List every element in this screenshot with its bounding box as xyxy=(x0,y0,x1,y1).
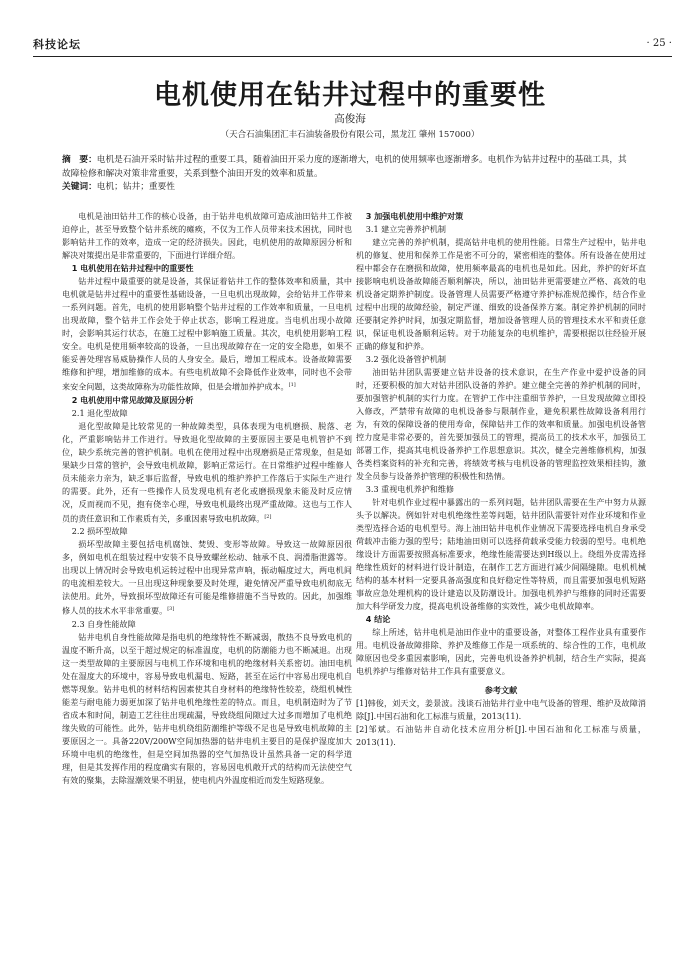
section-3-3-text: 针对电机作业过程中暴露出的一系列问题，钻井团队需要在生产中努力从源头予以解决。例如针对电机绝缘性差等问题，钻井团队需要针对作业环境和作业类型选择合适的电机型号。海上油田钻井电机作业情况下需要选择电机自身承受荷载冲击能力强的型号；陆地油田则可以选择荷载承受能力较弱的型号。电机绝缘设计方面需要按照高标准要求，绝缘性能需要达到H级以上。绕组外皮需选择绝缘性质好的材料进行设计制造，在制作工艺方面进行减少间隔缝隙。电机机械结构的基本材料一定要具备高强度和良好稳定性等特质，而且需要加强电机短路事故应急处理机构的设计建造以及防潮设计。加强电机养护与维修的同时还需要加大科学研发力度，提高电机设备维修的实效性，减少电机故障率。 xyxy=(356,497,646,611)
running-header xyxy=(33,36,672,54)
citation-3: [3] xyxy=(167,606,175,613)
section-1-text: 钻井过程中最重要的就是设备，其保证着钻井工作的整体效率和质量，其中电机就是钻井过程中的重要性基础设备，一旦电机出现故障，会给钻井工作带来一系列问题。首先，电机的使用影响整个钻井过程的工作效率和质量，一旦电机出现故障，整个钻井工作会处于停止状态，影响工程进度。当电机出现小故障时，会影响其运行状态，在施工过程中影响施工质量。其次，电机使用影响工程安全。电机是使用频率较高的设备，一旦出现故障存在一定的安全隐患，如果不能妥善处理容易威胁操作人员的人身安全。最后，增加工程成本。设备故障需要维修和护理，增加维修的成本。有些电机故障不会降低作业效率，同时也不会带来安全问题，这类故障称为功能性故障，但是会增加养护成本。[1] xyxy=(62,276,352,392)
section-4-heading: 4 结论 xyxy=(365,614,391,624)
section-2-1-heading: 2.1 退化型故障 xyxy=(71,407,128,418)
section-3-1-text: 建立完善的养护机制，提高钻井电机的使用性能。日常生产过程中，钻井电机的修复、使用和保养工作是密不可分的，紧密相连的整体。所有设备在使用过程中都会存在磨损和故障，使用频率最高的电机也是如此。因此，养护的好坏直接影响电机设备故障能否顺利解决，所以，油田钻井更需要建立严格、高效的电机设备定期养护制度。设备管理人员需要严格遵守养护标准规范操作，结合作业过程中出现的故障经验，制定严谨、细致的设备保养方案。制定养护机制的同时还要制定养护时间，加强定期监督，增加设备管理人员的管理技术水平和责任意识，保证电机设备顺利运转。对于功能复杂的电机维护，需要根据以往经验开展正确的修复和护养。 xyxy=(356,237,646,351)
right-column xyxy=(356,210,646,749)
article-title: 电机使用在钻井过程中的重要性 xyxy=(154,80,546,111)
reference-1: [1]韩俊，刘天文，姜景波。浅谈石油钻井行业中电气设备的管理、维护及故障消除[J].中国石油和化工标准与质量，2013(11). xyxy=(356,698,646,721)
section-3-2-heading: 3.2 强化设备管护机制 xyxy=(365,354,446,364)
section-2-2-heading: 2.2 损坏型故障 xyxy=(71,526,128,537)
keywords-label: 关键词： xyxy=(62,182,97,192)
keywords xyxy=(62,180,630,194)
journal-name: 科技论坛 xyxy=(33,38,81,51)
section-3-1-heading: 3.1 建立完善养护机制 xyxy=(365,224,446,234)
section-2-3-heading: 2.3 自身性能故障 xyxy=(71,619,136,630)
section-2-1-text: 退化型故障是比较常见的一种故障类型，具体表现为电机磨损、脱落、老化，严重影响钻井工作进行。导致退化型故障的主要原因主要是电机管护不到位，缺少系统完善的管护机制。电机在使用过程中出现磨损是正常现象，但是如果缺少日常的管护，会导致电机故障，影响正常运行。在日常维护过程中维修人员未能亲力亲为，缺乏事后监督，导致电机的维护养护工作落后于实际生产进行的需要。此外，还有一些操作人员发现电机有老化或磨损现象未能及时反应情况，反而视而不见，抱有侥幸心理，导致电机最终出现严重故障。这也与工作人员的责任意识和工作素质有关，多重因素导致电机故障。[2] xyxy=(62,420,352,524)
keywords-text: 电机；钻井；重要性 xyxy=(96,182,175,192)
section-3-3-heading: 3.3 重视电机养护和维修 xyxy=(365,484,455,494)
section-2-heading: 2 电机使用中常见故障及原因分析 xyxy=(71,394,194,405)
references-heading: 参考文献 xyxy=(484,685,518,695)
author: 高俊海 xyxy=(334,113,366,125)
section-4-text: 综上所述，钻井电机是油田作业中的重要设备，对整体工程作业具有重要作用。电机设备故障排除、养护及维修工作是一项系统的、综合性的工作，电机故障原因也受多重因素影响，因此，完善电机设备养护机制，结合生产实际，提高电机养护与维修对钻井工作具有重要意义。 xyxy=(356,627,646,676)
section-2-2-text: 损坏型故障主要包括电机腐蚀、焚毁、变形等故障。导致这一故障原因很多，例如电机在组装过程中安装不良导致螺丝松动、轴承不良、润滑脂泄露等。出现以上情况时会导致电机运转过程中出现异常声响，振动幅度过大，两电机间的电流相差较大。一旦出现这种现象要及时处理，避免情况严重导致电机彻底无法使用。此外，导致损坏型故障还有可能是维修措施不当导致的。因此，加强维修人员的技术水平非常重要。[3] xyxy=(62,539,352,617)
intro-paragraph: 电机是油田钻井工作的核心设备，由于钻井电机故障可造成油田钻井工作被迫停止，甚至导致整个钻井系统的瘫痪，不仅为工作人员带来技术困扰，同时也影响钻井工作的效率，造成一定的经济损失。因此，电机使用的故障原因分析和解决对策提出是非常重要的，下面进行详细介绍。 xyxy=(62,211,352,260)
citation-1: [1] xyxy=(288,382,296,388)
page-number: · 25 · xyxy=(646,38,672,49)
affiliation: （天合石油集团汇丰石油装备股份有限公司，黑龙江 肇州 157000） xyxy=(220,130,480,140)
abstract-text: 电机是石油开采时钻井过程的重要工具，随着油田开采力度的逐渐增大，电机的使用频率也逐渐增多。电机作为钻井过程中的基础工具，其故障检修和解决对策非常重要，关系到整个油田开发的效率和质量。 xyxy=(62,155,627,179)
section-1-heading: 1 电机使用在钻井过程中的重要性 xyxy=(71,263,194,273)
abstract xyxy=(62,153,630,181)
reference-2: [2]邹斌。石油钻井自动化技术应用分析[J].中国石油和化工标准与质量，2013(11). xyxy=(356,724,646,747)
left-column xyxy=(62,210,352,787)
abstract-label: 摘 要： xyxy=(62,155,97,165)
section-3-heading: 3 加强电机使用中维护对策 xyxy=(365,211,464,221)
citation-2: [2] xyxy=(264,513,272,520)
section-2-3-text: 钻井电机自身性能故障是指电机的绝缘特性不断减弱，散热不良导致电机的温度不断升高，以至于超过规定的标准温度，电机的防潮能力也不断减退。出现这一类型故障的主要原因与电机工作环境和电机的绝缘材料关系密切。油田电机处在湿度大的环境中，容易导致电机漏电、短路，甚至在运行中容易出现电机自燃等现象。钻井电机的材料结构因素使其自身材料的绝缘特性较差，绕组机械性能差与耐电能力弱更加深了钻井电机绝缘性差的特点。而且，电机制造时为了节省成本和时间，制造工艺往往出现疏漏，导致绕组间隙过大过多而增加了电机绝缘失败的可能性。此外，钻井电机绕组防潮维护等级不足也是导致电机故障的主要原因之一。具备220V/200W空间加热器的钻井电机主要目的是保护湿度加大环境中电机的绝缘性，但是空间加热器的空气加热设计虽然具备一定的科学道理，但是其发挥作用的程度确实有限的，容易因电机敞开式的结构而无法使空气有效的聚集，去除湿潮效果不明显，使电机内外温度相近而发生短路现象。 xyxy=(62,632,352,786)
header-rule xyxy=(33,56,672,57)
section-3-2-text: 油田钻井团队需要建立钻井设备的技术意识，在生产作业中爱护设备的同时，还要积极的加大对钻井团队设备的养护。建立健全完善的养护机制的同时，要加强管护机制的实行力度。在管护工作中注重细节养护，一旦发现故障立即投入修改，严禁带有故障的电机设备参与限制作业，避免积累性故障设备利用行为，有效的保障设备的使用寿命，保障钻井工作的效率和质量。加强电机设备管控力度是非常必要的，首先要加强员工的管理，提高员工的技术水平，加强员工部署工作，提高其电机设备养护工作思想意识。其次，健全完善维修机构，加强各类档案资料的补充和完善，将绩效考核与电机设备的管理监控效果相挂钩，激发全员参与设备养护管理的积极性和热情。 xyxy=(356,367,646,481)
